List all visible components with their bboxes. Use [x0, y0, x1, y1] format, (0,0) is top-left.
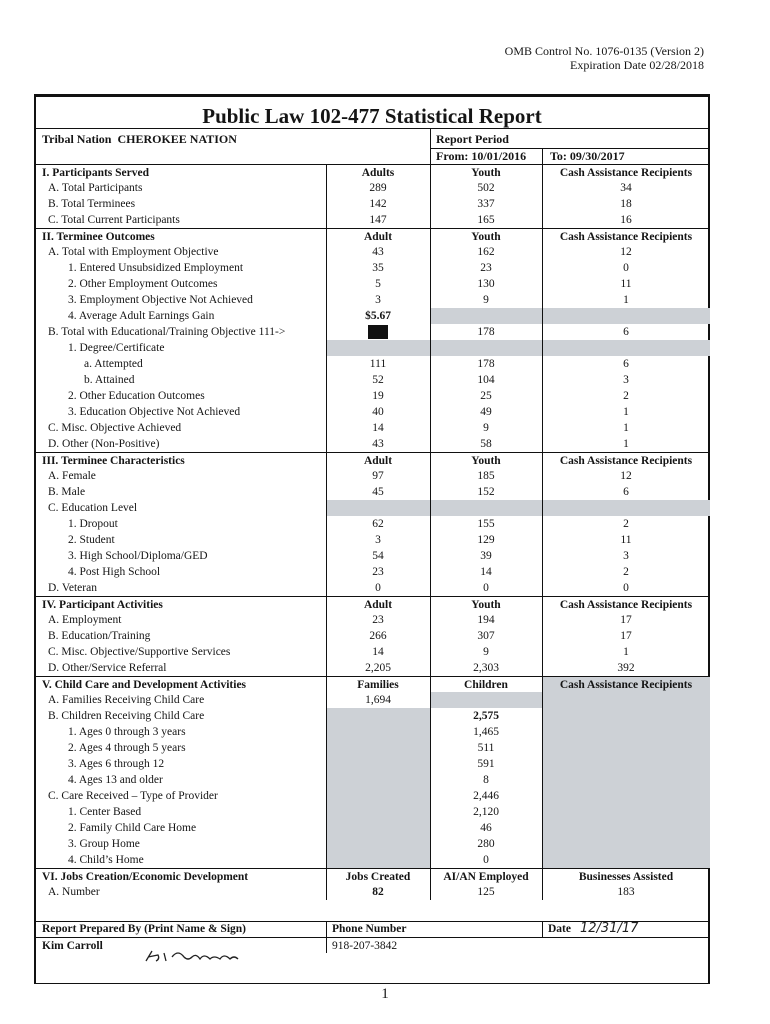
row-label: 1. Ages 0 through 3 years — [68, 726, 186, 738]
row-label: B. Male — [48, 486, 86, 498]
value-cell: 111 — [369, 358, 387, 370]
table-row — [36, 212, 708, 228]
row-label: 1. Center Based — [68, 806, 142, 818]
value-cell: 8 — [483, 774, 489, 786]
value-cell: 392 — [617, 662, 635, 674]
value-cell: 19 — [372, 390, 384, 402]
value-cell: 11 — [620, 278, 632, 290]
value-cell: 9 — [483, 422, 489, 434]
row-label: 2. Student — [68, 534, 115, 546]
column-header: Adult — [363, 455, 393, 467]
value-cell: 14 — [372, 646, 384, 658]
table-row — [36, 372, 708, 388]
table-row — [36, 836, 708, 852]
value-cell: 11 — [620, 534, 632, 546]
column-divider — [542, 676, 543, 868]
column-divider — [326, 228, 327, 452]
row-label: B. Education/Training — [48, 630, 151, 642]
footer-col-divider-2 — [542, 921, 543, 937]
section-header — [36, 228, 708, 245]
value-cell: 46 — [480, 822, 492, 834]
table-row — [36, 324, 708, 340]
value-cell: 14 — [480, 566, 492, 578]
section-title: VI. Jobs Creation/Economic Development — [42, 871, 249, 883]
value-cell: 43 — [372, 246, 384, 258]
row-label: A. Families Receiving Child Care — [48, 694, 205, 706]
column-divider — [542, 868, 543, 900]
prepared-by-label: Report Prepared By (Print Name & Sign) — [42, 923, 246, 935]
row-label: a. Attempted — [84, 358, 143, 370]
row-label: 3. High School/Diploma/GED — [68, 550, 208, 562]
table-row — [36, 420, 708, 436]
value-cell: 17 — [620, 630, 632, 642]
row-label: 2. Other Employment Outcomes — [68, 278, 218, 290]
value-cell: 129 — [477, 534, 495, 546]
value-cell: 52 — [372, 374, 384, 386]
value-cell: 178 — [477, 326, 495, 338]
empty-cell — [542, 788, 710, 804]
value-cell: 165 — [477, 214, 495, 226]
value-cell: 2 — [623, 566, 629, 578]
table-row — [36, 804, 708, 820]
table-row — [36, 740, 708, 756]
table-row — [36, 308, 708, 324]
value-cell: 6 — [623, 358, 629, 370]
column-divider — [430, 228, 431, 452]
empty-cell — [326, 708, 430, 724]
value-cell: 1 — [623, 294, 629, 306]
omb-control-number: OMB Control No. 1076-0135 (Version 2) — [504, 44, 704, 58]
value-cell: 511 — [477, 742, 495, 754]
value-cell: 35 — [372, 262, 384, 274]
section-title: IV. Participant Activities — [42, 599, 163, 611]
row-label: A. Female — [48, 470, 96, 482]
empty-cell — [326, 756, 430, 772]
value-cell: 289 — [369, 182, 387, 194]
value-cell: 6 — [623, 326, 629, 338]
row-label: 3. Ages 6 through 12 — [68, 758, 165, 770]
value-cell: 2,575 — [473, 710, 499, 722]
column-divider — [430, 596, 431, 676]
value-cell: 12 — [620, 246, 632, 258]
row-label: C. Education Level — [48, 502, 138, 514]
table-row — [36, 708, 708, 724]
value-cell: 16 — [620, 214, 632, 226]
column-header: Youth — [471, 455, 501, 467]
table-row — [36, 884, 708, 900]
table-row — [36, 468, 708, 484]
row-label: 2. Ages 4 through 5 years — [68, 742, 186, 754]
value-cell: 591 — [477, 758, 495, 770]
value-cell: 3 — [623, 374, 629, 386]
statistical-report-form — [34, 94, 710, 984]
empty-cell — [326, 340, 430, 356]
value-cell: 12 — [620, 470, 632, 482]
row-label: C. Misc. Objective/Supportive Services — [48, 646, 231, 658]
row-label: 4. Ages 13 and older — [68, 774, 163, 786]
empty-cell — [430, 308, 542, 324]
section-title: III. Terminee Characteristics — [42, 455, 185, 467]
value-cell: 307 — [477, 630, 495, 642]
empty-cell — [326, 788, 430, 804]
empty-cell — [542, 724, 710, 740]
column-divider — [326, 452, 327, 596]
empty-cell — [430, 340, 542, 356]
empty-cell — [542, 852, 710, 868]
column-divider — [430, 164, 431, 228]
value-cell: 0 — [623, 262, 629, 274]
row-label: B. Children Receiving Child Care — [48, 710, 205, 722]
section-title: I. Participants Served — [42, 167, 150, 179]
table-row — [36, 388, 708, 404]
value-cell: 280 — [477, 838, 495, 850]
tribal-nation-field — [42, 132, 237, 147]
empty-cell — [542, 692, 710, 708]
empty-cell — [430, 500, 542, 516]
value-cell: 97 — [372, 470, 384, 482]
table-row — [36, 356, 708, 372]
table-row — [36, 244, 708, 260]
value-cell: 45 — [372, 486, 384, 498]
column-header: Cash Assistance Recipients — [559, 455, 693, 467]
value-cell: 82 — [372, 886, 384, 898]
value-cell: 23 — [372, 614, 384, 626]
value-cell: 62 — [372, 518, 384, 530]
value-cell: 58 — [480, 438, 492, 450]
table-row — [36, 756, 708, 772]
empty-cell — [542, 820, 710, 836]
report-period-label: Report Period — [436, 132, 509, 146]
column-header: Cash Assistance Recipients — [559, 599, 693, 611]
row-label: B. Total Terminees — [48, 198, 136, 210]
row-label: 4. Average Adult Earnings Gain — [68, 310, 215, 322]
report-title: Public Law 102-477 Statistical Report — [202, 104, 542, 128]
value-cell: 130 — [477, 278, 495, 290]
tribal-nation-label: Tribal Nation — [42, 132, 112, 146]
table-row — [36, 564, 708, 580]
value-cell: 49 — [480, 406, 492, 418]
empty-cell — [326, 500, 430, 516]
row-label: 1. Entered Unsubsidized Employment — [68, 262, 244, 274]
value-cell: 147 — [369, 214, 387, 226]
empty-cell — [542, 740, 710, 756]
value-cell: 3 — [375, 534, 381, 546]
column-header: Adult — [363, 599, 393, 611]
table-row — [36, 260, 708, 276]
column-divider — [430, 676, 431, 868]
value-cell: 1 — [623, 646, 629, 658]
value-cell: 2 — [623, 390, 629, 402]
empty-cell — [542, 756, 710, 772]
column-divider — [326, 676, 327, 868]
table-row — [36, 660, 708, 676]
value-cell: 0 — [375, 582, 381, 594]
row-label: B. Total with Educational/Training Objective 111-> — [48, 326, 286, 338]
row-label: C. Misc. Objective Achieved — [48, 422, 182, 434]
column-header: Businesses Assisted — [578, 871, 674, 883]
row-label: D. Veteran — [48, 582, 97, 594]
value-cell: 266 — [369, 630, 387, 642]
value-cell: 2,120 — [473, 806, 499, 818]
row-label: 3. Group Home — [68, 838, 140, 850]
value-cell: 23 — [372, 566, 384, 578]
column-divider — [542, 452, 543, 596]
row-label: 1. Dropout — [68, 518, 118, 530]
phone-number-label: Phone Number — [332, 923, 407, 935]
column-header: Children — [464, 679, 508, 691]
table-row — [36, 500, 708, 516]
row-label: 1. Degree/Certificate — [68, 342, 165, 354]
column-divider — [326, 868, 327, 900]
column-header: Youth — [471, 231, 501, 243]
column-header: Youth — [471, 599, 501, 611]
column-divider — [542, 228, 543, 452]
expiration-date: Expiration Date 02/28/2018 — [570, 58, 704, 72]
value-cell: 125 — [477, 886, 495, 898]
empty-cell — [542, 836, 710, 852]
value-cell: 183 — [617, 886, 635, 898]
value-cell: 23 — [480, 262, 492, 274]
section-title: II. Terminee Outcomes — [42, 231, 155, 243]
empty-cell — [542, 772, 710, 788]
table-row — [36, 484, 708, 500]
section-header — [36, 164, 708, 181]
empty-cell — [326, 852, 430, 868]
column-divider — [542, 164, 543, 228]
column-header: Adults — [361, 167, 395, 179]
period-from: From: 10/01/2016 — [436, 149, 527, 163]
value-cell: 1,465 — [473, 726, 499, 738]
value-cell: 6 — [623, 486, 629, 498]
table-row — [36, 516, 708, 532]
empty-cell — [542, 708, 710, 724]
table-row — [36, 612, 708, 628]
column-divider — [430, 868, 431, 900]
row-label: A. Number — [48, 886, 100, 898]
value-cell: 2,205 — [365, 662, 391, 674]
value-cell: 194 — [477, 614, 495, 626]
section-header — [36, 868, 708, 885]
empty-cell — [542, 804, 710, 820]
table-row — [36, 180, 708, 196]
column-divider — [326, 596, 327, 676]
handwritten-signature — [144, 947, 264, 965]
value-cell: 1 — [623, 406, 629, 418]
value-cell: 54 — [372, 550, 384, 562]
value-cell: 104 — [477, 374, 495, 386]
value-cell: 142 — [369, 198, 387, 210]
table-row — [36, 276, 708, 292]
value-cell: 2,446 — [473, 790, 499, 802]
page-number: 1 — [381, 986, 389, 1002]
table-row — [36, 788, 708, 804]
value-cell: 17 — [620, 614, 632, 626]
empty-cell — [326, 836, 430, 852]
row-label: 3. Employment Objective Not Achieved — [68, 294, 253, 306]
column-header: Cash Assistance Recipients — [559, 167, 693, 179]
row-label: 3. Education Objective Not Achieved — [68, 406, 241, 418]
empty-cell — [542, 308, 710, 324]
section-header — [36, 676, 708, 693]
value-cell: 0 — [483, 582, 489, 594]
empty-cell — [542, 500, 710, 516]
value-cell: 0 — [483, 854, 489, 866]
value-cell: $5.67 — [365, 310, 391, 322]
empty-cell — [326, 724, 430, 740]
table-row — [36, 548, 708, 564]
row-label: D. Other (Non-Positive) — [48, 438, 160, 450]
date-value: 12/31/17 — [580, 921, 639, 936]
tribal-nation-value: CHEROKEE NATION — [117, 132, 237, 146]
value-cell: 337 — [477, 198, 495, 210]
value-cell: 9 — [483, 646, 489, 658]
blacked-out-cell — [326, 324, 430, 340]
column-header: Families — [357, 679, 399, 691]
value-cell: 3 — [375, 294, 381, 306]
value-cell: 25 — [480, 390, 492, 402]
value-cell: 3 — [623, 550, 629, 562]
value-cell: 178 — [477, 358, 495, 370]
column-header: Adult — [363, 231, 393, 243]
table-row — [36, 772, 708, 788]
table-row — [36, 404, 708, 420]
column-header: Cash Assistance Recipients — [559, 231, 693, 243]
period-to: To: 09/30/2017 — [550, 149, 625, 163]
table-row — [36, 852, 708, 868]
value-cell: 2 — [623, 518, 629, 530]
column-divider — [542, 596, 543, 676]
table-row — [36, 628, 708, 644]
footer-col-divider-1 — [326, 921, 327, 953]
row-label: C. Total Current Participants — [48, 214, 180, 226]
empty-cell — [326, 740, 430, 756]
omb-control-block — [505, 44, 704, 72]
value-cell: 1 — [623, 438, 629, 450]
table-row — [36, 196, 708, 212]
value-cell: 14 — [372, 422, 384, 434]
section-title: V. Child Care and Development Activities — [42, 679, 247, 691]
empty-cell — [326, 820, 430, 836]
value-cell: 39 — [480, 550, 492, 562]
value-cell: 0 — [623, 582, 629, 594]
row-label: 2. Family Child Care Home — [68, 822, 197, 834]
value-cell: 34 — [620, 182, 632, 194]
value-cell: 40 — [372, 406, 384, 418]
row-label: A. Employment — [48, 614, 122, 626]
empty-cell — [326, 804, 430, 820]
row-label: A. Total with Employment Objective — [48, 246, 219, 258]
value-cell: 43 — [372, 438, 384, 450]
empty-cell — [430, 692, 542, 708]
row-label: 4. Post High School — [68, 566, 161, 578]
empty-cell — [542, 340, 710, 356]
value-cell: 185 — [477, 470, 495, 482]
value-cell: 155 — [477, 518, 495, 530]
section-header — [36, 452, 708, 469]
phone-number-value: 918-207-3842 — [332, 940, 398, 952]
column-header: Cash Assistance Recipients — [542, 677, 710, 693]
black-fill-mark — [368, 325, 388, 339]
date-label: Date — [548, 923, 571, 935]
value-cell: 1,694 — [365, 694, 391, 706]
prepared-by-name: Kim Carroll — [42, 940, 103, 952]
value-cell: 9 — [483, 294, 489, 306]
row-label: 2. Other Education Outcomes — [68, 390, 205, 402]
empty-cell — [326, 772, 430, 788]
report-period-split — [542, 148, 543, 164]
table-row — [36, 724, 708, 740]
column-header: AI/AN Employed — [443, 871, 529, 883]
value-cell: 152 — [477, 486, 495, 498]
table-row — [36, 580, 708, 596]
section-header — [36, 596, 708, 613]
value-cell: 502 — [477, 182, 495, 194]
row-label: 4. Child’s Home — [68, 854, 144, 866]
table-row — [36, 692, 708, 708]
value-cell: 162 — [477, 246, 495, 258]
column-divider — [430, 452, 431, 596]
row-label: b. Attained — [84, 374, 135, 386]
row-label: C. Care Received – Type of Provider — [48, 790, 218, 802]
column-header: Jobs Created — [345, 871, 411, 883]
table-row — [36, 436, 708, 452]
value-cell: 2,303 — [473, 662, 499, 674]
column-header: Youth — [471, 167, 501, 179]
value-cell: 18 — [620, 198, 632, 210]
value-cell: 5 — [375, 278, 381, 290]
title-divider — [36, 128, 708, 129]
table-row — [36, 292, 708, 308]
table-row — [36, 644, 708, 660]
row-label: D. Other/Service Referral — [48, 662, 167, 674]
value-cell: 1 — [623, 422, 629, 434]
table-row — [36, 532, 708, 548]
row-label: A. Total Participants — [48, 182, 143, 194]
column-divider — [326, 164, 327, 228]
table-row — [36, 340, 708, 356]
table-row — [36, 820, 708, 836]
